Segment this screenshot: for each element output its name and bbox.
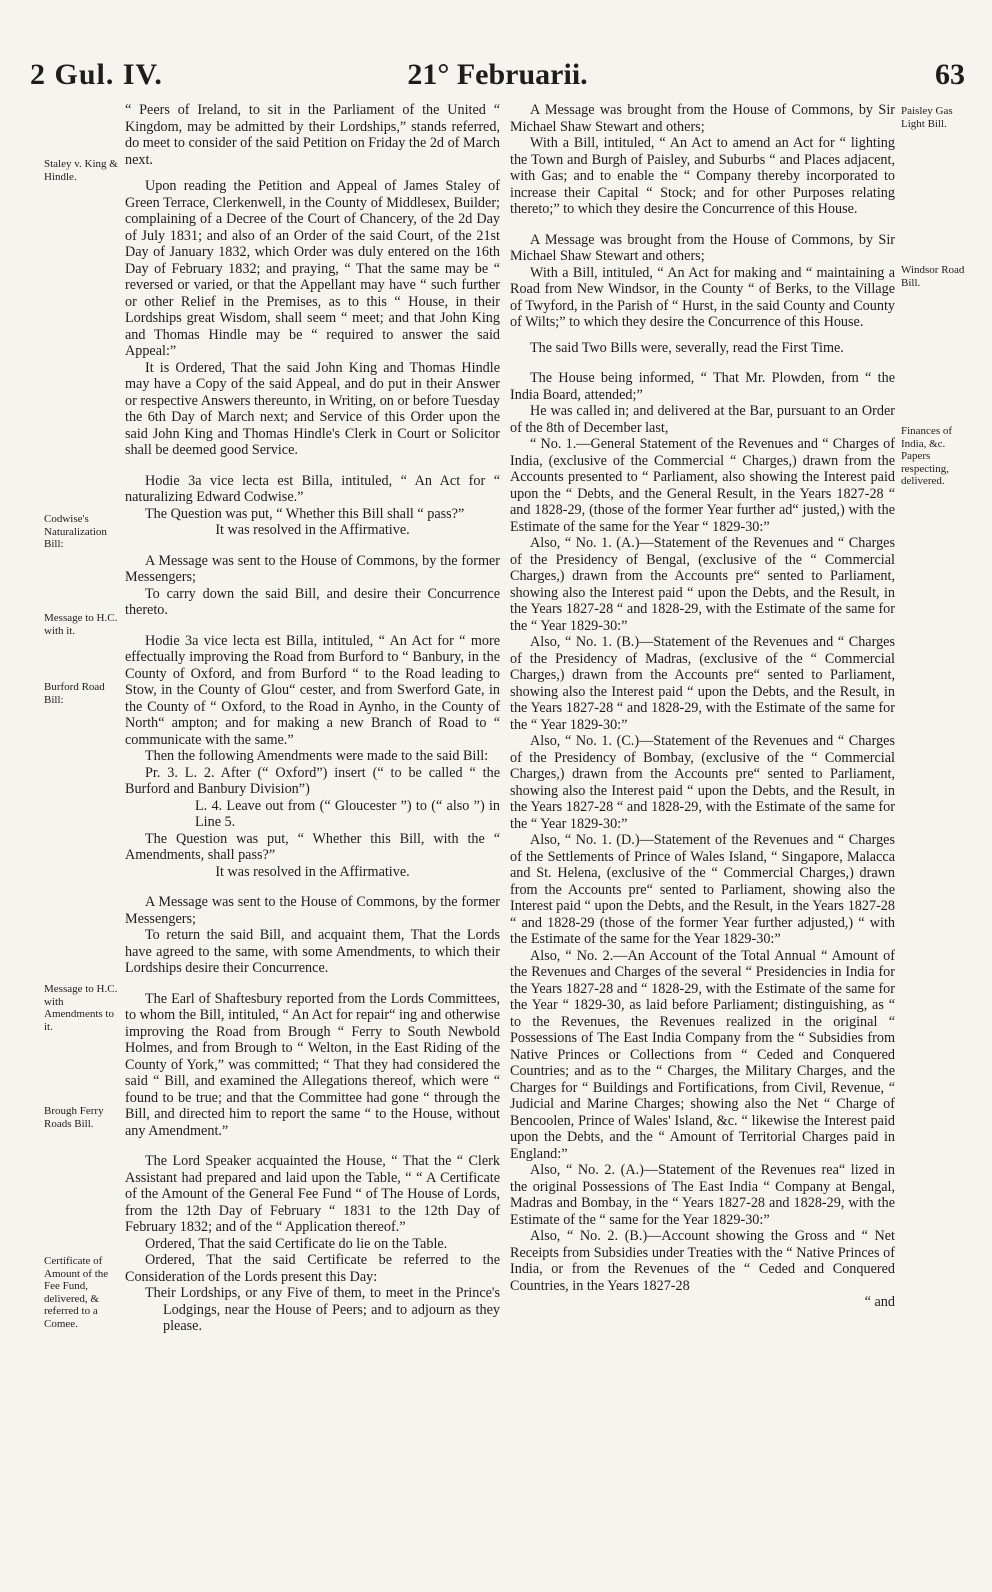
paragraph: A Message was sent to the House of Commons, by the former Messengers; (125, 552, 500, 585)
paragraph: Upon reading the Petition and Appeal of James Staley of Green Terrace, Clerkenwell, in the County of Middlesex, Builder; complaining of a Decree of the Court of Chancery, of the 2d Day of July 1831; and also of an Order of the said Court, of the 21st Day of January 1832, which Order was duly entered on the 16th Day of February 1832; and praying, “ That the same may be “ reversed or varied, or that the Appellant may have “ such further or other Relief in the Premises, as to this “ House, in their Lordships great Wisdom, shall seem “ meet; and that John King and Thomas Hindle may be “ required to answer the said Appeal:” (125, 178, 500, 359)
paragraph: To return the said Bill, and acquaint them, That the Lords have agreed to the same, with some Amendments, to which their Lordships desire their Concurrence. (125, 927, 500, 976)
paragraph: With a Bill, intituled, “ An Act for making and “ maintaining a Road from New Windsor, in the County “ of Berks, to the Village of Twyford, in the Parish of “ Hurst, in the said County and County of Wilts;” to which they desire the Concurrence of this House. (510, 264, 895, 330)
paragraph: He was called in; and delivered at the Bar, pursuant to an Order of the 8th of December last, (510, 403, 895, 436)
paragraph: Also, “ No. 1. (D.)—Statement of the Revenues and “ Charges of the Settlements of Prince of Wales Island, “ Singapore, Malacca and St. Helena, (exclusive of the “ Commercial Charges,) drawn from the Accounts pre“ sented to Parliament, showing also the Interest paid “ upon the Debts, and the Result, in the Years 1827-28 “ and 1828-29 (those of the former Year further adjusted,) “ with the Estimate of the same for the Year 1829-30:” (510, 832, 895, 947)
margin-note-paisley: Paisley Gas Light Bill. (901, 105, 953, 130)
paragraph: L. 4. Leave out from (“ Gloucester ”) to (“ also ”) in Line 5. (195, 797, 500, 830)
paragraph: The Question was put, “ Whether this Bill, with the “ Amendments, shall pass?” (125, 830, 500, 863)
left-column (125, 102, 500, 1335)
margin-note-codwise: Codwise's Naturalization Bill: (44, 513, 107, 550)
paragraph: It was resolved in the Affirmative. (215, 863, 410, 880)
paragraph: A Message was sent to the House of Commons, by the former Messengers; (125, 894, 500, 927)
paragraph: To carry down the said Bill, and desire their Concurrence thereto. (125, 585, 500, 618)
paragraph: Ordered, That the said Certificate be referred to the Consideration of the Lords present this Day: (125, 1252, 500, 1285)
paragraph: “ No. 1.—General Statement of the Revenues and “ Charges of India, (exclusive of the Commercial “ Charges,) drawn from the Accounts presented to “ Parliament, also showing the Interest paid upon the “ Debts, and the General Result, in the Years 1827-28 “ and 1828-29, (those of the former Year further ad“ justed,) with the Estimate of the same for the Year “ 1829-30:” (510, 436, 895, 535)
paragraph: The Question was put, “ Whether this Bill shall “ pass?” (145, 505, 465, 522)
paragraph: Also, “ No. 2. (A.)—Statement of the Revenues rea“ lized in the original Possessions of The East India “ Company at Bengal, Madras and Bombay, in the “ Years 1827-28 and 1828-29, with the Estimate of the “ same for the Year 1829-30:” (510, 1162, 895, 1228)
page-date: 21° Februarii. (407, 58, 588, 91)
margin-note-certificate: Certificate of Amount of the Fee Fund, delivered, & referred to a Comee. (44, 1255, 109, 1330)
page-number: 63 (935, 58, 965, 91)
margin-note-finances: Finances of India, &c. Papers respecting, delivered. (901, 425, 953, 487)
paragraph: The Lord Speaker acquainted the House, “ That the “ Clerk Assistant had prepared and laid upon the Table, “ “ A Certificate of the Amount of the General Fee Fund “ of The House of Lords, from the 12th Day of February “ 1831 to the 12th Day of February 1832; and of the “ Application thereof.” (125, 1153, 500, 1235)
paragraph: Also, “ No. 1. (C.)—Statement of the Revenues and “ Charges of the Presidency of Bombay, (exclusive of the “ Commercial Charges,) drawn from the Accounts pre“ sented to Parliament, showing also the Interest paid “ upon the Debts, and the Result, in the Years 1827-28 “ and 1828-29, with the Estimate of the same for the “ Year 1829-30:” (510, 733, 895, 832)
paragraph: Hodie 3a vice lecta est Billa, intituled, “ An Act for “ naturalizing Edward Codwise.” (125, 472, 500, 505)
margin-note-message-hc-1: Message to H.C. with it. (44, 612, 118, 637)
paragraph: The said Two Bills were, severally, read the First Time. (530, 339, 844, 356)
paragraph: Also, “ No. 2. (B.)—Account showing the Gross and “ Net Receipts from Subsidies under Treaties with the “ Native Princes of India, or from the Revenues of the “ Ceded and Conquered Countries, in the Years 1827-28 (510, 1228, 895, 1294)
margin-note-brough: Brough Ferry Roads Bill. (44, 1105, 104, 1130)
paragraph: Hodie 3a vice lecta est Billa, intituled, “ An Act for “ more effectually improving the Road from Burford to “ Banbury, in the County of Oxford, and from Burford “ to the Road leading to Stow, in the County of Glou“ cester, and from Swerford Gate, in the County of “ Oxford, to the Road in Aynho, in the County of North“ ampton; and for making a new Branch of Road to “ communicate with the same.” (125, 632, 500, 748)
paragraph: Their Lordships, or any Five of them, to meet in the Prince's Lodgings, near the House of Peers; and to adjourn as they please. (145, 1285, 500, 1334)
regnal-year: 2 Gul. IV. (30, 58, 163, 91)
paragraph: It was resolved in the Affirmative. (215, 522, 410, 538)
right-column (510, 102, 895, 1311)
paragraph: It is Ordered, That the said John King and Thomas Hindle may have a Copy of the said Appeal, and do put in their Answer or respective Answers thereunto, in Writing, on or before Tuesday the 6th Day of March next; and Service of this Order upon the said John King and Thomas Hindle's Clerk in Court or Solicitor shall be deemed good Service. (125, 359, 500, 458)
paragraph: Ordered, That the said Certificate do lie on the Table. (145, 1235, 448, 1252)
catchword: “ and (864, 1294, 895, 1310)
page-header (30, 58, 965, 98)
paragraph: A Message was brought from the House of Commons, by Sir Michael Shaw Stewart and others; (510, 102, 895, 135)
paragraph: The Earl of Shaftesbury reported from the Lords Committees, to whom the Bill, intituled, “ An Act for repair“ ing and otherwise improving the Road from Brough “ Ferry to South Newbold Holmes, and from Brough to “ Welton, in the East Riding of the County of York,” was committed; “ That they had considered the said “ Bill, and examined the Allegations thereof, which were “ found to be true; and that the Committee had gone “ through the Bill, and directed him to report the same “ to the House, without any Amendment.” (125, 990, 500, 1139)
paragraph: Also, “ No. 1. (A.)—Statement of the Revenues and “ Charges of the Presidency of Bengal, (exclusive of the “ Commercial Charges,) drawn from the Accounts pre“ sented to Parliament, showing also the Interest paid “ upon the Debts, and the Result, in the Years 1827-28 “ and 1828-29, with the Estimate of the same for the “ Year 1829-30:” (510, 535, 895, 634)
paragraph: “ Peers of Ireland, to sit in the Parliament of the United “ Kingdom, may be admitted by their Lordships,” stands referred, do meet to consider of the said Petition on Friday the 2d of March next. (125, 102, 500, 168)
paragraph: The House being informed, “ That Mr. Plowden, from “ the India Board, attended;” (510, 370, 895, 403)
paragraph: Also, “ No. 2.—An Account of the Total Annual “ Amount of the Revenues and Charges of the several “ Presidencies in India for the Years 1827-28 and “ 1828-29, with the Estimate of the same for the Year “ 1829-30, as laid before Parliament; distinguishing, as “ to the Revenues, the Revenues realized in the original “ Possessions of The East India Company from the “ Subsidies from Native Princes or Collections from “ Ceded and Conquered Countries; and as to the “ Charges, the Military Charges, and the Charges for “ Buildings and Fortifications, from Civil, Revenue, “ Judicial and Marine Charges; showing also the Net “ Charge of Bencoolen, Prince of Wales' Island, &c. “ likewise the Interest paid upon the Debts, and the “ Amount of Territorial Charges paid in England:” (510, 947, 895, 1162)
paragraph: Pr. 3. L. 2. After (“ Oxford”) insert (“ to be called “ the Burford and Banbury Division”) (125, 764, 500, 797)
margin-note-windsor: Windsor Road Bill. (901, 264, 965, 289)
paragraph: With a Bill, intituled, “ An Act to amend an Act for “ lighting the Town and Burgh of Paisley, and Suburbs “ and Places adjacent, with Gas; and to enable the “ Company thereby incorporated to increase their Capital “ Stock; and for other Purposes relating thereto;” to which they desire the Concurrence of this House. (510, 135, 895, 217)
margin-note-burford: Burford Road Bill: (44, 681, 105, 706)
margin-note-message-hc-2: Message to H.C. with Amendments to it. (44, 983, 118, 1033)
paragraph: Also, “ No. 1. (B.)—Statement of the Revenues and “ Charges of the Presidency of Madras, (exclusive of the “ Commercial Charges,) drawn from the Accounts pre“ sented to Parliament, showing also the Interest paid “ upon the Debts, and the Result, in the Years 1827-28 “ and 1828-29, with the Estimate of the same for the “ Year 1829-30:” (510, 634, 895, 733)
paragraph: Then the following Amendments were made to the said Bill: (145, 748, 489, 764)
margin-note-staley: Staley v. King & Hindle. (44, 158, 118, 183)
paragraph: A Message was brought from the House of Commons, by Sir Michael Shaw Stewart and others; (510, 231, 895, 264)
